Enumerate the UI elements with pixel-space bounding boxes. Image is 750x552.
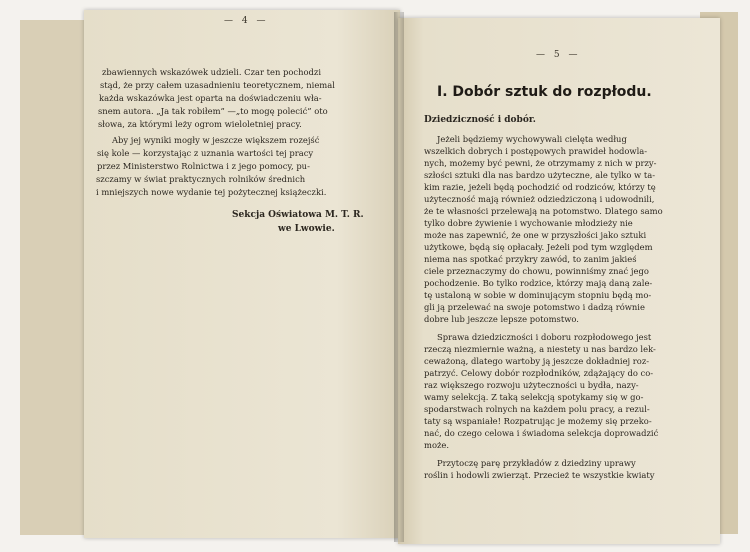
right-text-line: Sprawa dziedziczności i doboru rozpłodowego jest [437, 332, 652, 342]
right-text-line: gli ją przelewać na swoje potomstwo i dadzą równie [424, 302, 645, 312]
right-text-line: nych, możemy być pewni, że otrzymamy z nich w przy- [424, 158, 657, 168]
left-page-number: — 4 — [224, 16, 269, 26]
section-title: Dziedziczność i dobór. [424, 115, 536, 125]
left-text-line: przez Ministerstwo Rolnictwa i z jego pomocy, pu- [97, 161, 310, 171]
right-text-line: pochodzenie. Bo tylko rodzice, którzy mają daną zale- [424, 278, 653, 288]
right-text-line: dobre lub jeszcze lepsze potomstwo. [424, 314, 579, 324]
right-text-line: taty są wspaniałe! Rozpatrując je możemy się przeko- [424, 416, 652, 426]
right-text-line: ciele przeznaczymy do chowu, powinniśmy znać jego [424, 266, 649, 276]
right-text-line: wamy selekcją. Z taką selekcją spotykamy się w go- [424, 392, 644, 402]
right-text-line: może. [424, 440, 450, 450]
right-text-line: roślin i hodowli zwierząt. Przecież te wszystkie kwiaty [424, 470, 655, 480]
left-text-line: snem autora. „Ja tak robiłem” —„to mogę polecić” oto [98, 106, 328, 116]
left-text-line: słowa, za którymi leży ogrom wieloletniej pracy. [98, 119, 302, 129]
right-text-line: niema nas spotkać przykry zawód, to zanim jakieś [424, 254, 637, 264]
right-text-line: patrzyć. Celowy dobór rozpłodników, zdążający do co- [424, 368, 654, 378]
right-text-line: spodarstwach rolnych na każdem polu pracy, a rezul- [424, 404, 650, 414]
signature-line: we Lwowie. [278, 224, 335, 234]
left-text-line: się kole — korzystając z uznania wartości tej pracy [97, 148, 314, 158]
left-text-line: i mniejszych nowe wydanie tej pożytecznej książeczki. [96, 187, 327, 197]
right-text-line: ceważoną, dlatego wartoby ją jeszcze dokładniej roz- [424, 356, 650, 366]
signature-line: Sekcja Oświatowa M. T. R. [232, 210, 364, 220]
left-text-line: każda wskazówka jest oparta na doświadczeniu wła- [99, 93, 322, 103]
right-text-line: kim razie, jeżeli będą pochodzić od rodziców, którzy tę [424, 182, 656, 192]
right-text-line: użytkowe, będą się opłacały. Jeżeli pod tym względem [424, 242, 653, 252]
right-text-line: Przytoczę parę przykładów z dziedziny uprawy [437, 458, 636, 468]
book-gutter [394, 12, 404, 542]
right-page-number: — 5 — [536, 50, 581, 60]
right-text-line: może nas zapewnić, że one w przyszłości jako sztuki [424, 230, 647, 240]
right-text-line: tę ustaloną w sobie w dominującym stopniu będą mo- [424, 290, 652, 300]
left-text-line: Aby jej wyniki mogły w jeszcze większem rozejść [112, 135, 320, 145]
left-text-line: stąd, że przy całem uzasadnieniu teoretycznem, niemal [100, 80, 335, 90]
right-text-line: tylko dobre żywienie i wychowanie młodzieży nie [424, 218, 633, 228]
chapter-title: I. Dobór sztuk do rozpłodu. [437, 84, 652, 100]
right-text-line: rzeczą niezmiernie ważną, a niestety u nas bardzo lek- [424, 344, 656, 354]
right-text-line: nać, do czego celowa i świadoma selekcja doprowadzić [424, 428, 659, 438]
right-text-line: użyteczność mają również odziedziczoną i udowodnili, [424, 194, 655, 204]
right-text-line: raz większego rozwoju użyteczności u bydła, nazy- [424, 380, 639, 390]
left-text-line: zbawiennych wskazówek udzieli. Czar ten pochodzi [102, 67, 322, 77]
right-text-line: wszelkich dobrych i postępowych prawideł hodowla- [424, 146, 648, 156]
left-text-line: szczamy w świat praktycznych rolników średnich [96, 174, 306, 184]
right-text-line: szłości sztuki dla nas bardzo użyteczne, ale tylko w ta- [424, 170, 656, 180]
right-text-line: Jeżeli będziemy wychowywali cielęta według [437, 134, 627, 144]
right-text-line: że te własności przelewają na potomstwo. Dlatego samo [424, 206, 663, 216]
